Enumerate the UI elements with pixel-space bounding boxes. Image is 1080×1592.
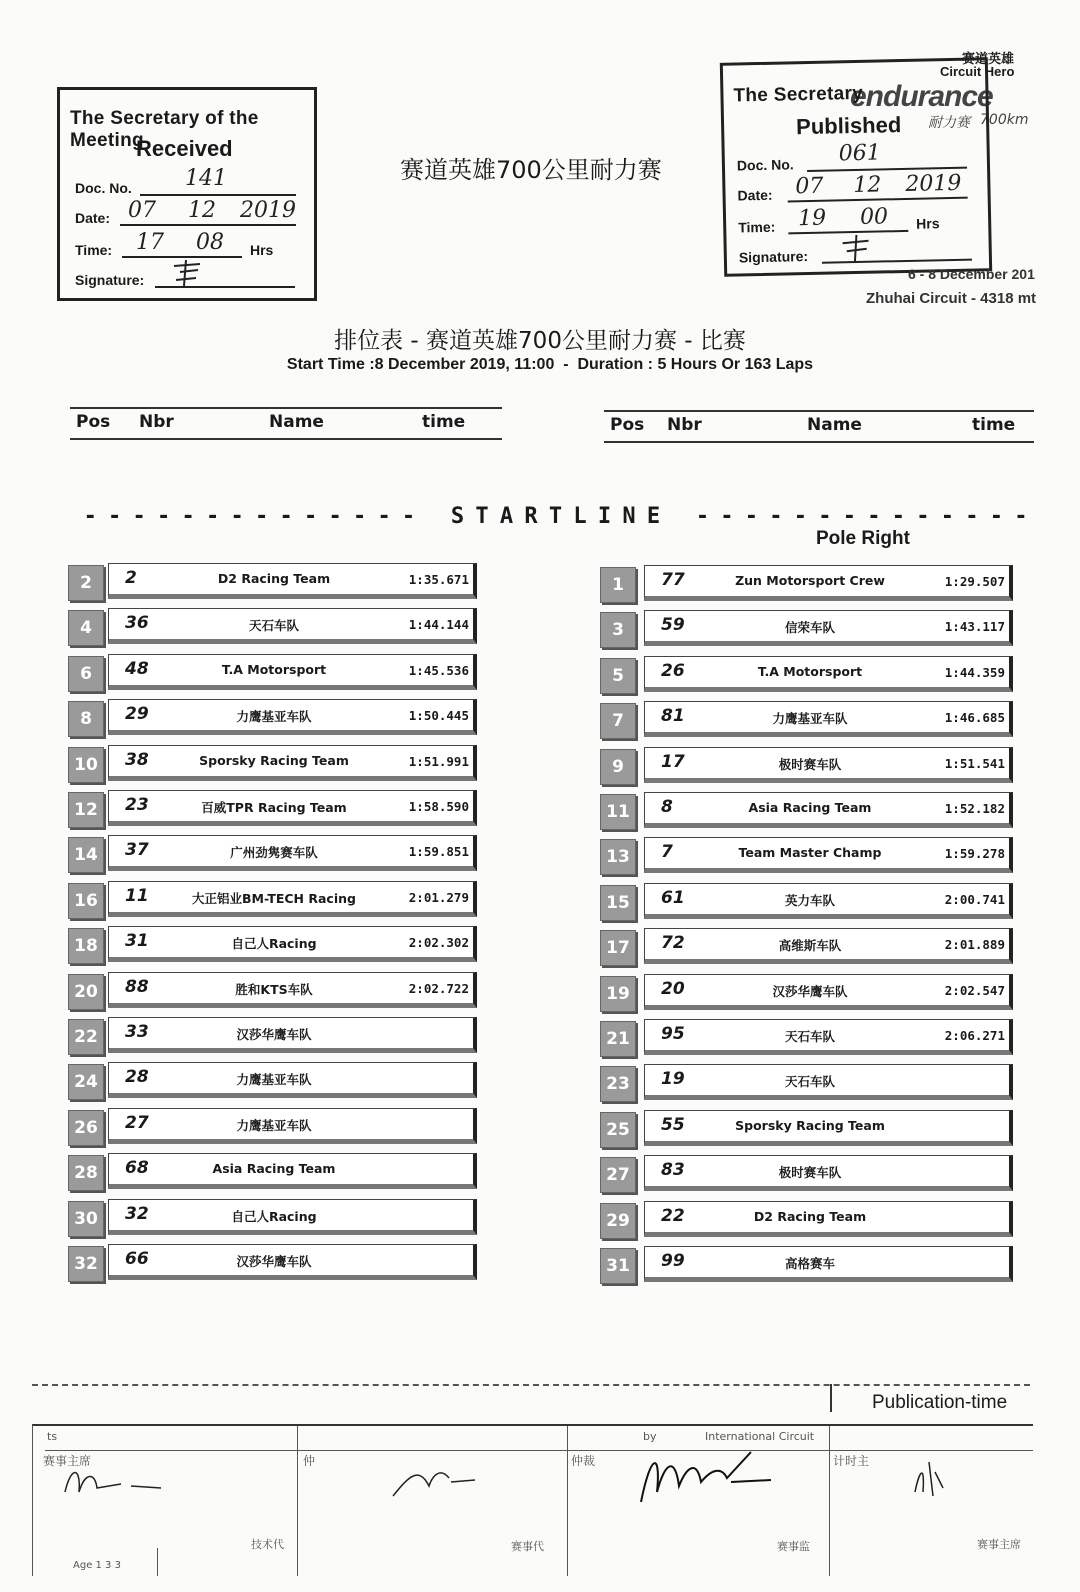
header-nbr: Nbr bbox=[667, 415, 702, 435]
grid-position: 18 bbox=[68, 928, 104, 964]
grid-position: 22 bbox=[68, 1019, 104, 1055]
team-name: 天石车队 bbox=[784, 1074, 835, 1090]
car-number: 72 bbox=[661, 933, 685, 954]
grid-entry bbox=[108, 1199, 477, 1235]
grid-position: 32 bbox=[68, 1246, 104, 1282]
grid-entry bbox=[644, 928, 1013, 964]
grid-position: 26 bbox=[68, 1110, 104, 1146]
car-number: 88 bbox=[125, 976, 149, 997]
lap-time: 1:59.278 bbox=[944, 846, 1005, 862]
grid-position: 29 bbox=[600, 1203, 636, 1239]
footer-col4-bottom: 赛事监 bbox=[777, 1540, 810, 1553]
page-title: 排位表 - 赛道英雄700公里耐力赛 - 比赛 bbox=[334, 328, 746, 354]
grid-position: 30 bbox=[68, 1201, 104, 1237]
footer-col2-bottom: 技术代 bbox=[251, 1538, 284, 1551]
published-doc-value: 061 bbox=[838, 140, 881, 167]
grid-entry bbox=[108, 1153, 477, 1189]
received-doc-label: Doc. No. bbox=[75, 180, 132, 196]
grid-position: 28 bbox=[68, 1155, 104, 1191]
header-right bbox=[610, 415, 1034, 437]
lap-time: 1:44.359 bbox=[944, 664, 1005, 680]
grid-position: 21 bbox=[600, 1021, 636, 1057]
grid-entry bbox=[644, 610, 1013, 646]
received-sig-label: Signature: bbox=[75, 272, 145, 288]
lap-time: 1:29.507 bbox=[944, 574, 1005, 589]
header-nbr: Nbr bbox=[139, 412, 174, 432]
published-stamp bbox=[720, 57, 992, 277]
received-signature bbox=[170, 258, 210, 288]
team-name: 汉莎华鹰车队 bbox=[236, 1254, 312, 1269]
grid-entry bbox=[644, 837, 1013, 873]
grid-entry bbox=[644, 1246, 1013, 1282]
grid-position: 15 bbox=[600, 885, 636, 921]
grid-position: 5 bbox=[600, 658, 636, 694]
received-stamp bbox=[57, 87, 317, 301]
grid-entry bbox=[108, 1108, 477, 1144]
car-number: 59 bbox=[661, 615, 685, 636]
published-date-month: 12 bbox=[853, 172, 882, 199]
logo-km: 700km bbox=[980, 112, 1029, 128]
car-number: 83 bbox=[661, 1160, 685, 1181]
lap-time: 2:02.722 bbox=[408, 980, 469, 996]
lap-time: 1:46.685 bbox=[944, 710, 1005, 726]
team-name: Asia Racing Team bbox=[748, 800, 872, 815]
car-number: 28 bbox=[125, 1067, 149, 1088]
team-name: 大正铝业BM-TECH Racing bbox=[192, 890, 356, 906]
grid-entry bbox=[108, 1062, 477, 1098]
team-name: 高格赛车 bbox=[784, 1256, 835, 1271]
received-time-label: Time: bbox=[75, 242, 113, 258]
published-time-min: 00 bbox=[859, 204, 889, 230]
car-number: 17 bbox=[661, 751, 685, 772]
logo-cn-top: 赛道英雄 bbox=[962, 52, 1015, 67]
header-time: time bbox=[422, 412, 466, 432]
grid-entry bbox=[644, 792, 1013, 828]
signature-3 bbox=[631, 1442, 781, 1514]
team-name: 极时赛车队 bbox=[778, 1165, 842, 1181]
grid-entry bbox=[108, 699, 477, 735]
grid-entry bbox=[644, 1019, 1013, 1055]
grid-position: 16 bbox=[68, 883, 104, 919]
car-number: 7 bbox=[661, 842, 673, 863]
grid-entry bbox=[108, 654, 477, 690]
team-name: 力鹰基亚车队 bbox=[236, 1117, 312, 1133]
published-stamp-status: Published bbox=[795, 112, 902, 140]
footer-col2-cn: 仲 bbox=[303, 1454, 316, 1468]
car-number: 22 bbox=[661, 1205, 685, 1226]
published-sig-label: Signature: bbox=[738, 248, 809, 266]
car-number: 38 bbox=[125, 749, 149, 770]
grid-position: 14 bbox=[68, 837, 104, 873]
grid-position: 25 bbox=[600, 1112, 636, 1148]
published-hrs-label: Hrs bbox=[916, 215, 940, 232]
grid-entry bbox=[644, 883, 1013, 919]
car-number: 55 bbox=[661, 1114, 685, 1135]
signature-table bbox=[32, 1424, 1033, 1576]
footer-col3-cn: 仲裁 bbox=[571, 1454, 596, 1468]
header-pos: Pos bbox=[76, 412, 111, 432]
logo-en-top: Circuit Hero bbox=[940, 64, 1015, 79]
lap-time: 1:59.851 bbox=[408, 844, 469, 860]
startline: - - - - - - - - - - - - - - S T A R T L I N E - - - - - - - - - - - - - - bbox=[83, 504, 1027, 529]
published-doc-label: Doc. No. bbox=[736, 156, 794, 174]
published-date-label: Date: bbox=[737, 186, 773, 204]
team-name: D2 Racing Team bbox=[753, 1208, 867, 1224]
subtitle: Start Time :8 December 2019, 11:00 - Duration : 5 Hours Or 163 Laps bbox=[286, 356, 814, 373]
grid-position: 7 bbox=[600, 703, 636, 739]
grid-position: 6 bbox=[68, 656, 104, 692]
team-name: Asia Racing Team bbox=[212, 1161, 336, 1177]
published-stamp-title: The Secretary bbox=[733, 82, 864, 107]
footer-col5-bottom: 赛事主席 bbox=[977, 1538, 1021, 1551]
grid-position: 10 bbox=[68, 747, 104, 783]
received-stamp-status: Received bbox=[136, 136, 233, 161]
team-name: 力鹰基亚车队 bbox=[236, 709, 312, 725]
car-number: 48 bbox=[125, 658, 149, 679]
car-number: 29 bbox=[125, 704, 149, 725]
received-time-hour: 17 bbox=[136, 230, 164, 255]
published-date-day: 07 bbox=[795, 173, 824, 200]
car-number: 26 bbox=[661, 660, 685, 681]
received-doc-value: 141 bbox=[185, 166, 227, 191]
header-left bbox=[76, 412, 502, 434]
pole-side: Pole Right bbox=[816, 528, 910, 549]
grid-entry bbox=[644, 1110, 1013, 1146]
footer-col4-cn: 计时主 bbox=[833, 1454, 870, 1468]
team-name: 英力车队 bbox=[784, 892, 835, 908]
grid-position: 31 bbox=[600, 1248, 636, 1284]
grid-position: 11 bbox=[600, 794, 636, 830]
car-number: 11 bbox=[125, 885, 149, 906]
team-name: 自己人Racing bbox=[231, 936, 317, 952]
team-name: Zun Motorsport Crew bbox=[735, 573, 885, 588]
received-date-label: Date: bbox=[75, 210, 111, 226]
car-number: 8 bbox=[661, 797, 673, 817]
car-number: 23 bbox=[125, 795, 149, 815]
grid-entry bbox=[644, 656, 1013, 692]
received-stamp-title: The Secretary of the Meeting bbox=[70, 108, 259, 151]
lap-time: 1:50.445 bbox=[408, 708, 469, 724]
header-name: Name bbox=[807, 415, 862, 435]
published-date-year: 2019 bbox=[905, 170, 962, 197]
footer-col1-head: ts bbox=[47, 1430, 58, 1443]
event-title-cn: 赛道英雄700公里耐力赛 bbox=[400, 156, 662, 184]
car-number: 95 bbox=[661, 1024, 685, 1044]
logo-cn-sub: 耐力赛 bbox=[928, 115, 970, 131]
grid-entry bbox=[644, 747, 1013, 783]
received-time-min: 08 bbox=[196, 230, 224, 255]
lap-time: 1:52.182 bbox=[944, 801, 1005, 816]
grid-entry bbox=[108, 835, 477, 871]
footer-col3-by: by bbox=[643, 1430, 657, 1443]
team-name: 汉莎华鹰车队 bbox=[236, 1027, 312, 1042]
grid-entry bbox=[108, 972, 477, 1008]
team-name: 力鹰基亚车队 bbox=[772, 711, 848, 727]
lap-time: 2:01.279 bbox=[408, 889, 469, 905]
team-name: 力鹰基亚车队 bbox=[236, 1072, 312, 1088]
grid-entry bbox=[644, 1064, 1013, 1100]
car-number: 19 bbox=[661, 1069, 685, 1090]
signature-4 bbox=[909, 1452, 949, 1502]
grid-position: 20 bbox=[68, 974, 104, 1010]
team-name: 广州劲隽赛车队 bbox=[230, 845, 318, 861]
team-name: 信荣车队 bbox=[784, 620, 835, 636]
team-name: D2 Racing Team bbox=[217, 571, 331, 586]
signature-1 bbox=[61, 1462, 181, 1502]
grid-entry bbox=[644, 565, 1013, 601]
team-name: 天石车队 bbox=[784, 1029, 835, 1044]
car-number: 66 bbox=[125, 1249, 149, 1269]
lap-time: 1:51.991 bbox=[408, 753, 469, 769]
grid-entry bbox=[108, 745, 477, 781]
published-time-hour: 19 bbox=[797, 205, 827, 232]
car-number: 20 bbox=[661, 978, 685, 999]
team-name: 汉莎华鹰车队 bbox=[772, 983, 848, 999]
team-name: 天石车队 bbox=[248, 618, 299, 634]
lap-time: 1:51.541 bbox=[944, 755, 1005, 771]
grid-position: 1 bbox=[600, 567, 636, 603]
car-number: 33 bbox=[125, 1022, 149, 1042]
car-number: 81 bbox=[661, 706, 685, 727]
header-name: Name bbox=[269, 412, 324, 432]
publication-time: Publication-time bbox=[872, 1392, 1008, 1413]
team-name: Sporsky Racing Team bbox=[199, 752, 349, 768]
footer-col1-cn: 赛事主席 bbox=[43, 1454, 92, 1468]
lap-time: 1:45.536 bbox=[408, 662, 469, 678]
car-number: 32 bbox=[125, 1203, 149, 1224]
grid-position: 4 bbox=[68, 610, 104, 646]
event-dates: 6 - 8 December 201 bbox=[908, 266, 1035, 282]
grid-entry bbox=[108, 563, 477, 599]
circuit-name: Zhuhai Circuit - 4318 mt bbox=[866, 290, 1037, 307]
team-name: 高维斯车队 bbox=[778, 938, 842, 954]
grid-entry bbox=[644, 1201, 1013, 1237]
header-pos: Pos bbox=[610, 415, 645, 435]
lap-time: 2:06.271 bbox=[944, 1028, 1005, 1043]
footer-col1-sub: Age 1 3 3 bbox=[73, 1560, 121, 1571]
grid-position: 9 bbox=[600, 749, 636, 785]
grid-entry bbox=[108, 881, 477, 917]
car-number: 31 bbox=[125, 931, 149, 952]
received-hrs-label: Hrs bbox=[250, 242, 274, 258]
grid-entry bbox=[108, 608, 477, 644]
grid-position: 13 bbox=[600, 839, 636, 875]
car-number: 61 bbox=[661, 887, 685, 908]
grid-entry bbox=[108, 1017, 477, 1053]
grid-position: 27 bbox=[600, 1157, 636, 1193]
grid-entry bbox=[644, 1155, 1013, 1191]
car-number: 36 bbox=[125, 613, 149, 634]
grid-entry bbox=[108, 926, 477, 962]
signature-2 bbox=[389, 1456, 479, 1506]
lap-time: 2:02.547 bbox=[944, 982, 1005, 998]
grid-entry bbox=[108, 1244, 477, 1280]
grid-position: 3 bbox=[600, 612, 636, 648]
car-number: 99 bbox=[661, 1251, 685, 1271]
grid-position: 17 bbox=[600, 930, 636, 966]
grid-entry bbox=[644, 974, 1013, 1010]
team-name: T.A Motorsport bbox=[757, 663, 863, 679]
car-number: 2 bbox=[125, 568, 137, 588]
car-number: 77 bbox=[661, 570, 685, 590]
received-date-month: 12 bbox=[188, 198, 216, 223]
lap-time: 2:02.302 bbox=[408, 935, 469, 951]
grid-entry bbox=[644, 701, 1013, 737]
grid-position: 19 bbox=[600, 976, 636, 1012]
team-name: 极时赛车队 bbox=[778, 756, 842, 772]
car-number: 68 bbox=[125, 1158, 149, 1179]
grid-position: 12 bbox=[68, 792, 104, 828]
published-time-label: Time: bbox=[738, 218, 776, 236]
team-name: Team Master Champ bbox=[738, 845, 882, 861]
grid-position: 24 bbox=[68, 1064, 104, 1100]
published-signature bbox=[838, 233, 879, 264]
lap-time: 2:01.889 bbox=[944, 937, 1005, 953]
lap-time: 2:00.741 bbox=[944, 891, 1005, 907]
team-name: 百威TPR Racing Team bbox=[201, 800, 347, 815]
received-date-year: 2019 bbox=[240, 198, 296, 223]
lap-time: 1:35.671 bbox=[408, 572, 469, 587]
team-name: 胜和KTS车队 bbox=[235, 981, 313, 997]
footer-col3-head: International Circuit bbox=[705, 1430, 815, 1443]
footer-col3-bottom: 赛事代 bbox=[511, 1540, 544, 1553]
header-time: time bbox=[972, 415, 1016, 435]
logo-brand: endurance bbox=[850, 80, 993, 113]
grid-position: 8 bbox=[68, 701, 104, 737]
grid-position: 23 bbox=[600, 1066, 636, 1102]
lap-time: 1:43.117 bbox=[944, 619, 1005, 635]
team-name: Sporsky Racing Team bbox=[735, 1117, 885, 1133]
grid-entry bbox=[108, 790, 477, 826]
car-number: 27 bbox=[125, 1112, 149, 1133]
grid-position: 2 bbox=[68, 565, 104, 601]
car-number: 37 bbox=[125, 840, 149, 861]
team-name: 自己人Racing bbox=[231, 1208, 317, 1224]
team-name: T.A Motorsport bbox=[221, 661, 327, 677]
lap-time: 1:58.590 bbox=[408, 799, 469, 814]
received-date-day: 07 bbox=[128, 198, 156, 223]
lap-time: 1:44.144 bbox=[408, 617, 469, 633]
